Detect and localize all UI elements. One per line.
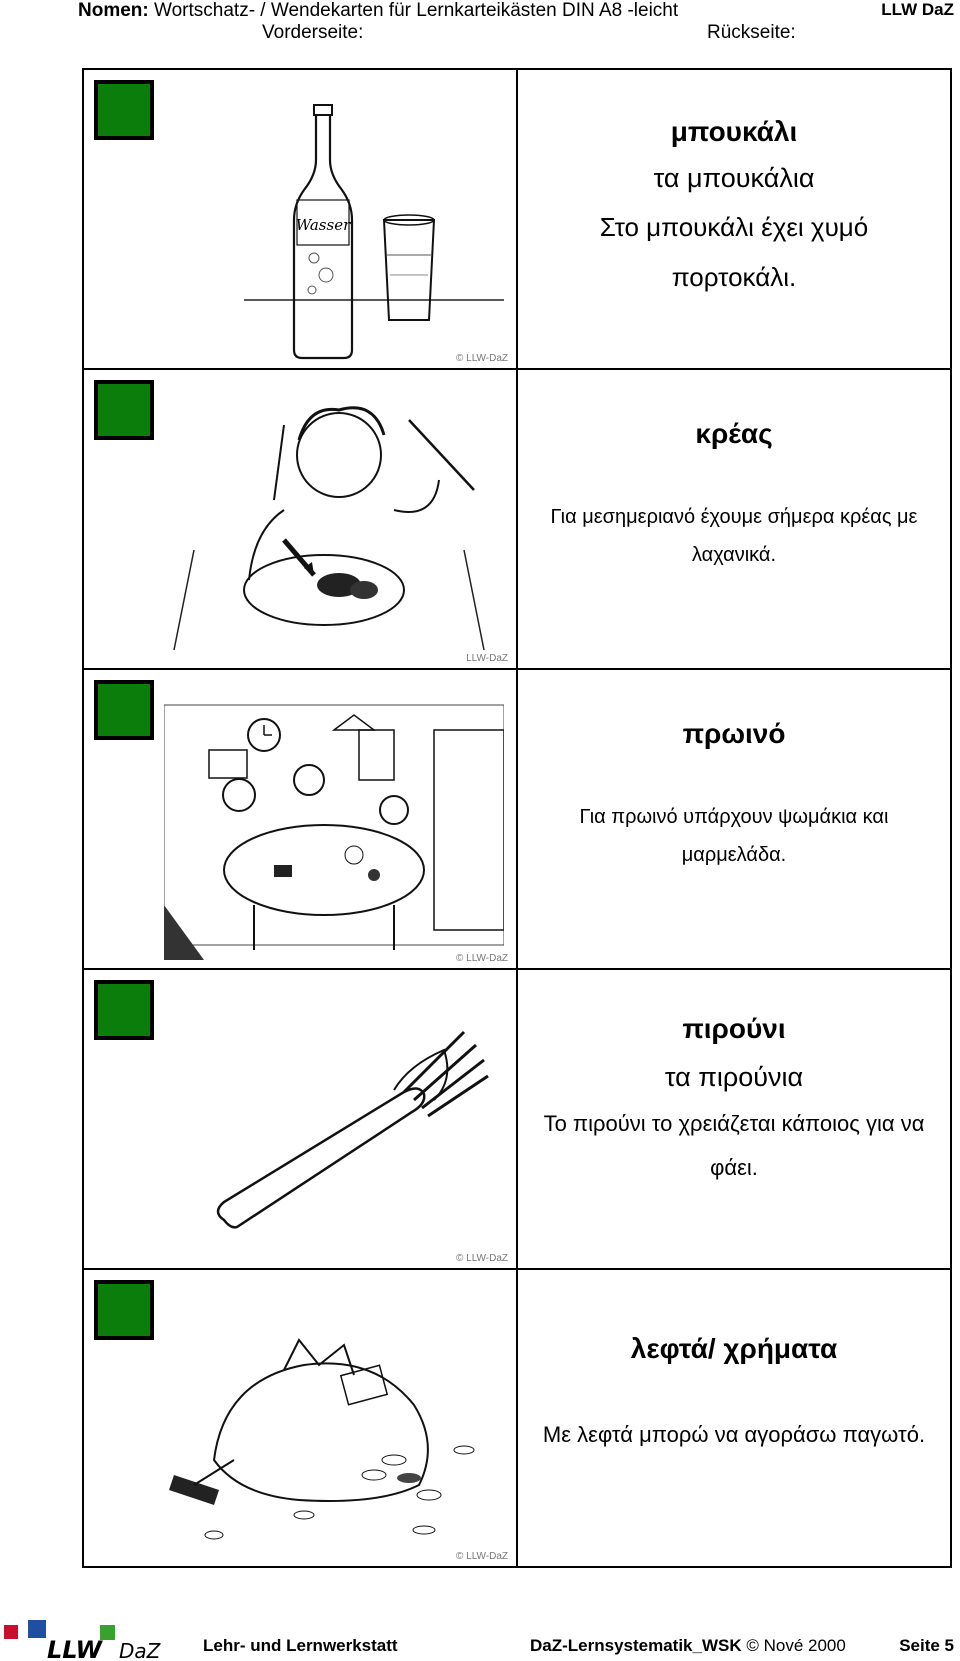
- page-footer: [0, 1620, 960, 1661]
- card-marker: [94, 980, 154, 1040]
- bottle-glass-illustration: [164, 90, 504, 360]
- card-sentence-line-1: Με λεφτά μπορώ να αγοράσω παγωτό.: [542, 1422, 926, 1447]
- footer-system-info: [530, 1636, 846, 1656]
- llw-daz-logo: [2, 1620, 172, 1661]
- logo-text-daz: DaZ: [119, 1639, 161, 1661]
- back-side-label: Rückseite:: [707, 22, 796, 43]
- card-plural: τα πιρούνια: [664, 1062, 804, 1092]
- card-back: [518, 970, 950, 1268]
- card-sentence-line-2: φάει.: [710, 1155, 758, 1180]
- card-sentence-line-2: πορτοκάλι.: [671, 262, 797, 292]
- card-sentence-line-2: μαρμελάδα.: [681, 844, 787, 866]
- footer-system: DaZ-Lernsystematik_WSK: [530, 1636, 742, 1655]
- page-header: [78, 0, 954, 22]
- footer-workshop: Lehr- und Lernwerkstatt: [203, 1636, 398, 1655]
- image-copyright: © LLW-DaZ: [455, 1253, 508, 1264]
- bottle-label: Wasser: [295, 216, 351, 234]
- card-sheet: [82, 68, 952, 1568]
- card-row-meat: [84, 370, 950, 670]
- card-sentence-line-1: Στο μπουκάλι έχει χυμό: [599, 212, 869, 242]
- family-breakfast-illustration: [164, 690, 504, 960]
- card-word: μπουκάλι: [670, 116, 798, 147]
- footer-copyright: © Nové 2000: [746, 1636, 846, 1655]
- card-back: [518, 70, 950, 368]
- column-labels: [0, 22, 960, 48]
- card-word: πρωινό: [682, 718, 786, 749]
- image-copyright: © LLW-DaZ: [455, 1551, 508, 1562]
- header-label: Nomen:: [78, 0, 149, 21]
- card-plural: τα μπουκάλια: [653, 163, 815, 193]
- header-title: Wortschatz- / Wendekarten für Lernkarteikästen DIN A8 -leicht: [154, 0, 679, 21]
- person-eating-meat-illustration: [164, 390, 504, 660]
- footer-page-number: Seite 5: [899, 1636, 954, 1655]
- card-marker: [94, 680, 154, 740]
- card-row-bottle: [84, 70, 950, 370]
- card-front: [84, 70, 518, 368]
- card-word: λεφτά/ χρήματα: [630, 1333, 838, 1364]
- card-sentence-line-1: Το πιρούνι το χρειάζεται κάποιος για να: [543, 1111, 925, 1136]
- card-marker: [94, 80, 154, 140]
- card-word: κρέας: [695, 418, 773, 449]
- card-row-money: [84, 1270, 950, 1566]
- card-back: [518, 1270, 950, 1566]
- broken-piggy-bank-illustration: [164, 1290, 504, 1560]
- card-front: [84, 1270, 518, 1566]
- image-copyright: LLW-DaZ: [466, 653, 508, 664]
- card-back: [518, 670, 950, 968]
- front-side-label: Vorderseite:: [262, 22, 364, 43]
- image-copyright: © LLW-DaZ: [455, 953, 508, 964]
- card-marker: [94, 380, 154, 440]
- card-marker: [94, 1280, 154, 1340]
- card-back: [518, 370, 950, 668]
- card-front: [84, 970, 518, 1268]
- card-word: πιρούνι: [682, 1013, 786, 1044]
- card-sentence-line-1: Για μεσημεριανό έχουμε σήμερα κρέας με: [550, 506, 918, 528]
- card-front: [84, 670, 518, 968]
- card-front: [84, 370, 518, 668]
- fork-illustration: [164, 990, 504, 1260]
- card-row-breakfast: [84, 670, 950, 970]
- card-sentence-line-2: λαχανικά.: [691, 544, 777, 566]
- image-copyright: © LLW-DaZ: [455, 353, 508, 364]
- card-row-fork: [84, 970, 950, 1270]
- card-sentence-line-1: Για πρωινό υπάρχουν ψωμάκια και: [579, 806, 889, 828]
- header-brand: LLW DaZ: [881, 0, 954, 19]
- logo-text-llw: LLW: [47, 1636, 102, 1661]
